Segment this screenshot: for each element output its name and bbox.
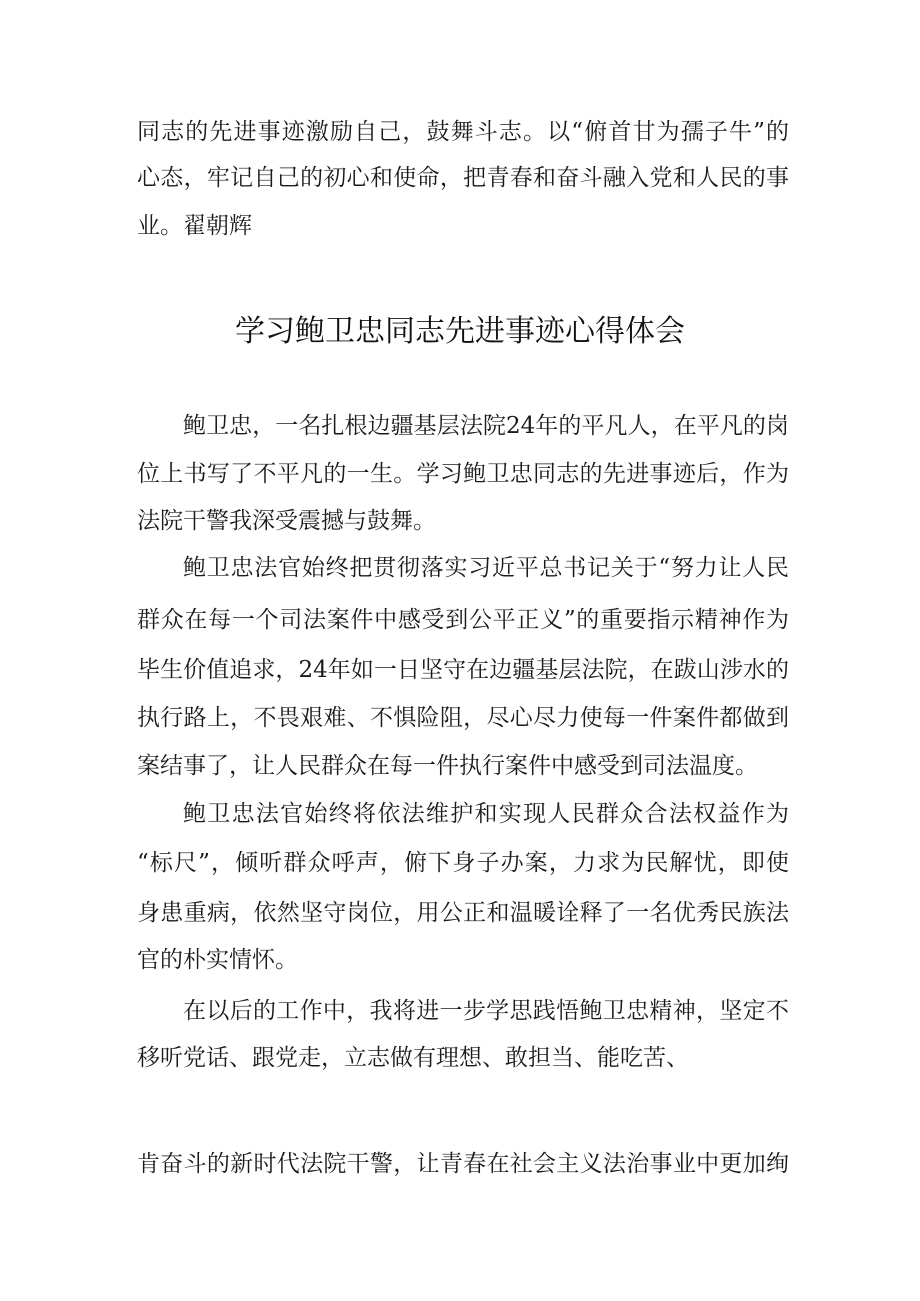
text-line: 法院干警我深受震撼与鼓舞。 — [137, 508, 436, 534]
article-title: 学习鲍卫忠同志先进事迹心得体会 — [235, 314, 685, 349]
text-line: 执行路上，不畏艰难、不惧险阻，尽心尽力使每一件案件都做到 — [137, 705, 789, 731]
text-line: “标尺”，倾听群众呼声，俯下身子办案，力求为民解忧，即使 — [137, 850, 789, 876]
text-line: 毕生价值追求，24年如一日坚守在边疆基层法院，在跋山涉水的 — [137, 657, 789, 683]
text-line: 案结事了，让人民群众在每一件执行案件中感受到司法温度。 — [137, 753, 758, 779]
text-line: 心态，牢记自己的初心和使命，把青春和奋斗融入党和人民的事 — [137, 165, 789, 191]
text-line: 在以后的工作中，我将进一步学思践悟鲍卫忠精神，坚定不 — [183, 998, 789, 1024]
text-line: 肯奋斗的新时代法院干警，让青春在社会主义法治事业中更加绚 — [137, 1151, 789, 1177]
text-line: 位上书写了不平凡的一生。学习鲍卫忠同志的先进事迹后，作为 — [137, 461, 789, 487]
text-line: 官的朴实情怀。 — [137, 947, 298, 973]
text-line: 鲍卫忠，一名扎根边疆基层法院24年的平凡人，在平凡的岗 — [183, 413, 789, 439]
text-line: 业。翟朝辉 — [137, 213, 252, 239]
text-line: 移听党话、跟党走，立志做有理想、敢担当、能吃苦、 — [137, 1045, 689, 1071]
text-line: 鲍卫忠法官始终将依法维护和实现人民群众合法权益作为 — [183, 801, 789, 827]
text-line: 同志的先进事迹激励自己，鼓舞斗志。以“俯首甘为孺子牛”的 — [137, 119, 789, 145]
text-line: 鲍卫忠法官始终把贯彻落实习近平总书记关于“努力让人民 — [183, 555, 789, 581]
text-line: 身患重病，依然坚守岗位，用公正和温暖诠释了一名优秀民族法 — [137, 900, 789, 926]
text-line: 群众在每一个司法案件中感受到公平正义”的重要指示精神作为 — [137, 607, 789, 633]
